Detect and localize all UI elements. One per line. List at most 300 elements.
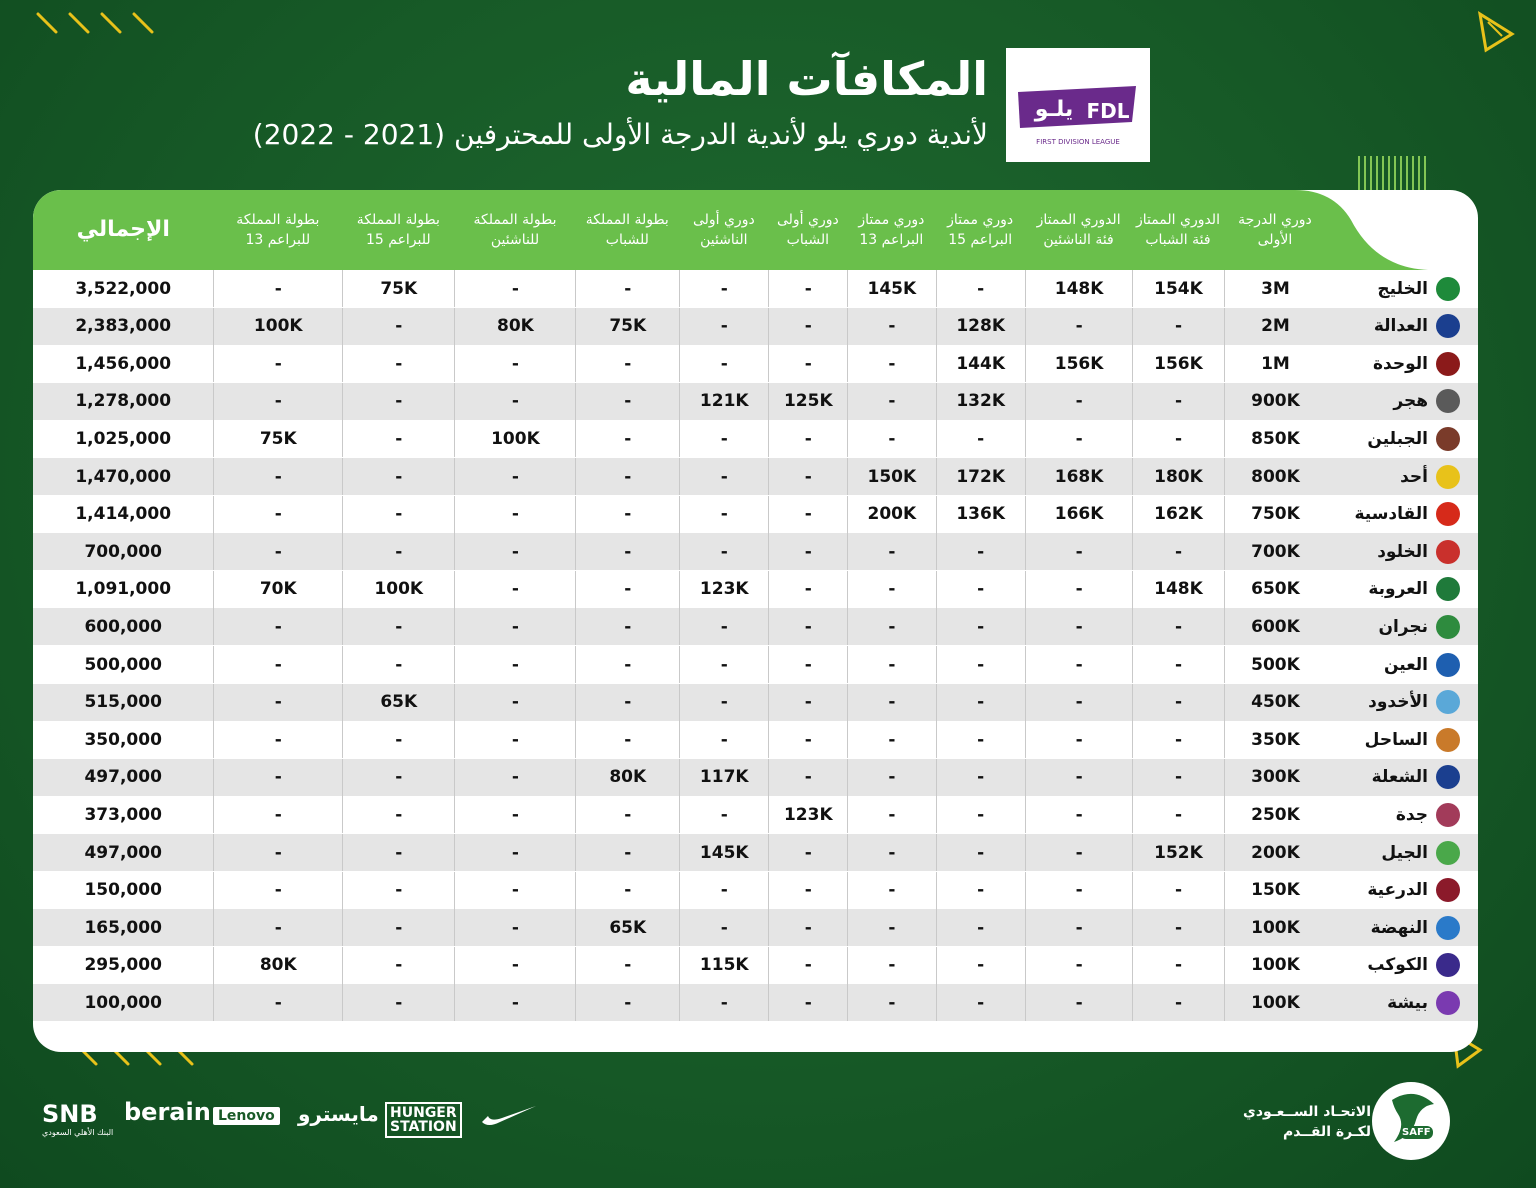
club-name: الخليج bbox=[1377, 278, 1428, 299]
snb-logo: SNB bbox=[42, 1100, 98, 1128]
value-cell: 650K bbox=[1224, 571, 1327, 608]
value-cell: - bbox=[342, 458, 454, 495]
value-cell: 136K bbox=[936, 496, 1025, 533]
table-row bbox=[33, 420, 1478, 457]
value-cell: - bbox=[454, 345, 575, 382]
column-header-line2: البراعم 15 bbox=[948, 232, 1013, 248]
value-cell: - bbox=[575, 496, 679, 533]
value-cell: - bbox=[342, 608, 454, 645]
value-cell: - bbox=[768, 608, 847, 645]
value-cell: 117K bbox=[679, 759, 768, 796]
value-cell: - bbox=[768, 270, 847, 307]
value-cell: - bbox=[1132, 533, 1223, 570]
value-cell: - bbox=[575, 345, 679, 382]
value-cell: - bbox=[847, 834, 935, 871]
club-badge-icon bbox=[1436, 653, 1460, 677]
value-cell: - bbox=[847, 571, 935, 608]
value-cell: - bbox=[936, 909, 1025, 946]
value-cell: - bbox=[213, 834, 342, 871]
berain-logo: berain bbox=[124, 1098, 211, 1126]
value-cell: - bbox=[936, 533, 1025, 570]
value-cell: - bbox=[575, 796, 679, 833]
column-header-line1: الدوري الممتاز bbox=[1135, 212, 1220, 228]
value-cell: - bbox=[342, 909, 454, 946]
club-badge-icon bbox=[1436, 690, 1460, 714]
club-badge-icon bbox=[1436, 615, 1460, 639]
column-header-line2: فئة الناشئين bbox=[1043, 232, 1114, 248]
value-cell: 128K bbox=[936, 308, 1025, 345]
saff-logo bbox=[1372, 1082, 1450, 1160]
value-cell: - bbox=[936, 270, 1025, 307]
value-cell: 200K bbox=[1224, 834, 1327, 871]
value-cell: 850K bbox=[1224, 420, 1327, 457]
value-cell: - bbox=[575, 984, 679, 1021]
lenovo-logo: Lenovo bbox=[213, 1107, 280, 1125]
value-cell: - bbox=[679, 796, 768, 833]
column-header-line1: دوري أولى bbox=[776, 212, 839, 228]
value-cell: - bbox=[679, 270, 768, 307]
value-cell: 100K bbox=[342, 571, 454, 608]
value-cell: 75K bbox=[575, 308, 679, 345]
value-cell: - bbox=[679, 420, 768, 457]
value-cell: - bbox=[847, 533, 935, 570]
column-header-line2: الناشئين bbox=[700, 232, 748, 248]
table-row bbox=[33, 345, 1478, 382]
value-cell: - bbox=[768, 721, 847, 758]
value-cell: 180K bbox=[1132, 458, 1223, 495]
club-cell bbox=[1326, 383, 1478, 420]
total-cell: 1,470,000 bbox=[75, 466, 172, 487]
value-cell: - bbox=[575, 383, 679, 420]
column-header-line1: دوري ممتاز bbox=[858, 212, 925, 228]
value-cell: 80K bbox=[454, 308, 575, 345]
value-cell: - bbox=[342, 533, 454, 570]
table-header bbox=[33, 190, 1478, 270]
value-cell: - bbox=[1132, 984, 1223, 1021]
value-cell: 75K bbox=[213, 420, 342, 457]
value-cell: - bbox=[1132, 646, 1223, 683]
value-cell: - bbox=[768, 984, 847, 1021]
total-cell: 497,000 bbox=[84, 767, 162, 788]
column-header bbox=[936, 190, 1025, 270]
club-badge-icon bbox=[1436, 502, 1460, 526]
value-cell: - bbox=[679, 308, 768, 345]
total-cell: 1,414,000 bbox=[75, 504, 172, 525]
value-cell: 166K bbox=[1025, 496, 1133, 533]
total-cell: 497,000 bbox=[84, 842, 162, 863]
value-cell: - bbox=[847, 872, 935, 909]
value-cell: - bbox=[1132, 909, 1223, 946]
table-row bbox=[33, 834, 1478, 871]
club-badge-icon bbox=[1436, 389, 1460, 413]
value-cell: - bbox=[936, 571, 1025, 608]
total-cell: 295,000 bbox=[84, 955, 162, 976]
fdl-logo-icon bbox=[1006, 48, 1150, 162]
saff-line2: لكـرة القــدم bbox=[1282, 1124, 1372, 1140]
value-cell: 168K bbox=[1025, 458, 1133, 495]
value-cell: - bbox=[342, 984, 454, 1021]
value-cell: - bbox=[454, 721, 575, 758]
header-club bbox=[1326, 190, 1478, 270]
column-header bbox=[1025, 190, 1133, 270]
value-cell: 600K bbox=[1224, 608, 1327, 645]
value-cell: - bbox=[575, 947, 679, 984]
decorative-triangle-icon bbox=[1476, 10, 1516, 54]
club-cell bbox=[1326, 721, 1478, 758]
value-cell: - bbox=[1025, 984, 1133, 1021]
club-badge-icon bbox=[1436, 728, 1460, 752]
club-name: النهضة bbox=[1370, 917, 1428, 938]
value-cell: - bbox=[342, 420, 454, 457]
table-row bbox=[33, 458, 1478, 495]
club-name: الوحدة bbox=[1373, 353, 1428, 374]
value-cell: - bbox=[1132, 721, 1223, 758]
club-name: القادسية bbox=[1354, 504, 1428, 525]
table-row bbox=[33, 646, 1478, 683]
value-cell: 65K bbox=[575, 909, 679, 946]
column-header bbox=[847, 190, 935, 270]
club-badge-icon bbox=[1436, 878, 1460, 902]
value-cell: 144K bbox=[936, 345, 1025, 382]
club-cell bbox=[1326, 984, 1478, 1021]
club-name: العروبة bbox=[1368, 579, 1428, 600]
value-cell: - bbox=[936, 984, 1025, 1021]
fdl-logo bbox=[1006, 48, 1150, 162]
club-name: نجران bbox=[1378, 616, 1428, 637]
column-header-line2: البراعم 13 bbox=[859, 232, 924, 248]
value-cell: - bbox=[575, 571, 679, 608]
value-cell: - bbox=[936, 759, 1025, 796]
value-cell: - bbox=[768, 759, 847, 796]
value-cell: - bbox=[454, 608, 575, 645]
club-name: الكوكب bbox=[1367, 955, 1428, 976]
value-cell: 65K bbox=[342, 684, 454, 721]
maestro-logo: مايسترو bbox=[298, 1102, 379, 1126]
value-cell: - bbox=[454, 684, 575, 721]
club-badge-icon bbox=[1436, 765, 1460, 789]
value-cell: - bbox=[768, 834, 847, 871]
club-name: الدرعية bbox=[1367, 880, 1428, 901]
value-cell: - bbox=[936, 834, 1025, 871]
table-row bbox=[33, 608, 1478, 645]
value-cell: - bbox=[768, 872, 847, 909]
value-cell: - bbox=[768, 533, 847, 570]
table-row bbox=[33, 496, 1478, 533]
column-header bbox=[454, 190, 575, 270]
hungerstation-logo bbox=[385, 1102, 462, 1138]
value-cell: - bbox=[679, 345, 768, 382]
value-cell: - bbox=[213, 759, 342, 796]
club-cell bbox=[1326, 496, 1478, 533]
value-cell: - bbox=[679, 684, 768, 721]
value-cell: - bbox=[1025, 533, 1133, 570]
club-cell bbox=[1326, 834, 1478, 871]
club-name: بيشة bbox=[1387, 992, 1428, 1013]
value-cell: - bbox=[679, 984, 768, 1021]
value-cell: - bbox=[936, 721, 1025, 758]
club-cell bbox=[1326, 947, 1478, 984]
value-cell: - bbox=[213, 496, 342, 533]
value-cell: - bbox=[1025, 383, 1133, 420]
value-cell: - bbox=[575, 270, 679, 307]
value-cell: - bbox=[342, 646, 454, 683]
value-cell: - bbox=[575, 420, 679, 457]
subtitle-text: لأندية دوري يلو لأندية الدرجة الأولى للمحترفين bbox=[454, 118, 988, 151]
value-cell: 900K bbox=[1224, 383, 1327, 420]
value-cell: - bbox=[679, 533, 768, 570]
value-cell: 100K bbox=[1224, 984, 1327, 1021]
total-cell: 500,000 bbox=[84, 654, 162, 675]
club-badge-icon bbox=[1436, 352, 1460, 376]
value-cell: 70K bbox=[213, 571, 342, 608]
club-name: العين bbox=[1383, 654, 1428, 675]
club-badge-icon bbox=[1436, 916, 1460, 940]
value-cell: 152K bbox=[1132, 834, 1223, 871]
value-cell: - bbox=[454, 834, 575, 871]
value-cell: - bbox=[342, 496, 454, 533]
value-cell: - bbox=[936, 646, 1025, 683]
value-cell: - bbox=[936, 608, 1025, 645]
value-cell: - bbox=[1132, 608, 1223, 645]
club-name: الساحل bbox=[1364, 729, 1428, 750]
club-name: هجر bbox=[1393, 391, 1428, 412]
value-cell: - bbox=[936, 684, 1025, 721]
value-cell: - bbox=[1132, 796, 1223, 833]
value-cell: - bbox=[575, 684, 679, 721]
hunger-text: HUNGER bbox=[390, 1105, 457, 1121]
table-row bbox=[33, 909, 1478, 946]
value-cell: - bbox=[1132, 947, 1223, 984]
club-badge-icon bbox=[1436, 803, 1460, 827]
value-cell: - bbox=[936, 872, 1025, 909]
table-row bbox=[33, 684, 1478, 721]
table-row bbox=[33, 571, 1478, 608]
club-cell bbox=[1326, 345, 1478, 382]
saff-line1: الاتحـاد الســعـودي bbox=[1243, 1104, 1372, 1120]
saff-name bbox=[1243, 1102, 1371, 1142]
column-header-line2: للبراعم 15 bbox=[365, 232, 431, 248]
column-header-line1: دوري الدرجة bbox=[1238, 212, 1312, 228]
club-badge-icon bbox=[1436, 841, 1460, 865]
value-cell: - bbox=[342, 947, 454, 984]
value-cell: - bbox=[1025, 646, 1133, 683]
table-row bbox=[33, 721, 1478, 758]
value-cell: - bbox=[454, 909, 575, 946]
value-cell: 100K bbox=[454, 420, 575, 457]
snb-logo-subtitle: البنك الأهلي السعودي bbox=[42, 1128, 114, 1137]
value-cell: 75K bbox=[342, 270, 454, 307]
value-cell: - bbox=[936, 796, 1025, 833]
value-cell: 100K bbox=[213, 308, 342, 345]
total-cell: 1,456,000 bbox=[75, 353, 172, 374]
total-cell: 2,383,000 bbox=[75, 316, 172, 337]
column-header bbox=[768, 190, 847, 270]
table-row bbox=[33, 984, 1478, 1021]
value-cell: - bbox=[213, 796, 342, 833]
club-cell bbox=[1326, 571, 1478, 608]
total-cell: 165,000 bbox=[84, 917, 162, 938]
column-header-line2: الشباب bbox=[786, 232, 829, 248]
value-cell: 2M bbox=[1224, 308, 1327, 345]
value-cell: - bbox=[1025, 608, 1133, 645]
column-header bbox=[1224, 190, 1327, 270]
total-cell: 373,000 bbox=[84, 804, 162, 825]
club-name: الشعلة bbox=[1371, 767, 1428, 788]
value-cell: - bbox=[847, 308, 935, 345]
value-cell: - bbox=[342, 872, 454, 909]
value-cell: - bbox=[768, 420, 847, 457]
column-header-line1: بطولة المملكة bbox=[585, 212, 669, 228]
value-cell: 156K bbox=[1132, 345, 1223, 382]
value-cell: - bbox=[768, 684, 847, 721]
club-cell bbox=[1326, 909, 1478, 946]
value-cell: - bbox=[213, 984, 342, 1021]
value-cell: - bbox=[1025, 759, 1133, 796]
value-cell: 500K bbox=[1224, 646, 1327, 683]
table-row bbox=[33, 947, 1478, 984]
value-cell: - bbox=[768, 571, 847, 608]
page-title: المكافآت المالية bbox=[625, 52, 988, 106]
value-cell: - bbox=[768, 947, 847, 984]
value-cell: - bbox=[768, 496, 847, 533]
value-cell: - bbox=[1025, 571, 1133, 608]
value-cell: 150K bbox=[847, 458, 935, 495]
value-cell: - bbox=[213, 872, 342, 909]
value-cell: - bbox=[847, 721, 935, 758]
club-cell bbox=[1326, 420, 1478, 457]
club-cell bbox=[1326, 646, 1478, 683]
club-badge-icon bbox=[1436, 991, 1460, 1015]
value-cell: 3M bbox=[1224, 270, 1327, 307]
club-cell bbox=[1326, 533, 1478, 570]
value-cell: 132K bbox=[936, 383, 1025, 420]
club-cell bbox=[1326, 796, 1478, 833]
value-cell: - bbox=[575, 646, 679, 683]
table-row bbox=[33, 872, 1478, 909]
value-cell: - bbox=[454, 270, 575, 307]
column-header bbox=[575, 190, 679, 270]
value-cell: - bbox=[847, 684, 935, 721]
value-cell: - bbox=[679, 721, 768, 758]
logo-text: يلـو bbox=[1034, 97, 1074, 122]
value-cell: - bbox=[213, 458, 342, 495]
value-cell: - bbox=[847, 420, 935, 457]
value-cell: 80K bbox=[213, 947, 342, 984]
value-cell: - bbox=[1025, 308, 1133, 345]
table-row bbox=[33, 270, 1478, 307]
saff-falcon-icon bbox=[1372, 1082, 1450, 1160]
club-name: العدالة bbox=[1373, 316, 1428, 337]
value-cell: - bbox=[575, 834, 679, 871]
total-cell: 150,000 bbox=[84, 880, 162, 901]
value-cell: - bbox=[847, 909, 935, 946]
value-cell: 350K bbox=[1224, 721, 1327, 758]
nike-swoosh-icon bbox=[480, 1104, 538, 1128]
value-cell: 80K bbox=[575, 759, 679, 796]
value-cell: - bbox=[213, 684, 342, 721]
value-cell: - bbox=[213, 646, 342, 683]
column-header-line1: بطولة المملكة bbox=[473, 212, 557, 228]
column-header bbox=[342, 190, 454, 270]
club-badge-icon bbox=[1436, 277, 1460, 301]
value-cell: - bbox=[213, 383, 342, 420]
value-cell: - bbox=[213, 909, 342, 946]
club-cell bbox=[1326, 308, 1478, 345]
club-name: أحد bbox=[1400, 466, 1428, 487]
header-total bbox=[33, 190, 214, 270]
value-cell: - bbox=[342, 721, 454, 758]
value-cell: - bbox=[342, 383, 454, 420]
value-cell: - bbox=[454, 947, 575, 984]
value-cell: 700K bbox=[1224, 533, 1327, 570]
value-cell: - bbox=[1025, 872, 1133, 909]
club-badge-icon bbox=[1436, 540, 1460, 564]
column-header-line1: الدوري الممتاز bbox=[1036, 212, 1121, 228]
value-cell: - bbox=[213, 270, 342, 307]
value-cell: - bbox=[936, 947, 1025, 984]
total-cell: 100,000 bbox=[84, 992, 162, 1013]
club-cell bbox=[1326, 608, 1478, 645]
value-cell: 148K bbox=[1025, 270, 1133, 307]
value-cell: - bbox=[847, 608, 935, 645]
value-cell: - bbox=[1025, 796, 1133, 833]
value-cell: - bbox=[679, 458, 768, 495]
value-cell: - bbox=[679, 608, 768, 645]
value-cell: - bbox=[575, 721, 679, 758]
total-cell: 350,000 bbox=[84, 729, 162, 750]
value-cell: - bbox=[1025, 721, 1133, 758]
value-cell: - bbox=[847, 796, 935, 833]
value-cell: - bbox=[1025, 834, 1133, 871]
value-cell: - bbox=[768, 909, 847, 946]
table-row bbox=[33, 533, 1478, 570]
club-badge-icon bbox=[1436, 953, 1460, 977]
club-name: الأخدود bbox=[1368, 692, 1428, 713]
value-cell: 100K bbox=[1224, 947, 1327, 984]
total-cell: 1,025,000 bbox=[75, 428, 172, 449]
value-cell: - bbox=[454, 533, 575, 570]
value-cell: 125K bbox=[768, 383, 847, 420]
column-header-line1: الإجمالي bbox=[76, 217, 170, 242]
value-cell: - bbox=[768, 458, 847, 495]
value-cell: - bbox=[342, 796, 454, 833]
value-cell: - bbox=[1025, 947, 1133, 984]
value-cell: - bbox=[575, 533, 679, 570]
value-cell: - bbox=[575, 458, 679, 495]
club-cell bbox=[1326, 458, 1478, 495]
value-cell: 100K bbox=[1224, 909, 1327, 946]
value-cell: 148K bbox=[1132, 571, 1223, 608]
value-cell: - bbox=[1132, 383, 1223, 420]
value-cell: 145K bbox=[847, 270, 935, 307]
column-header-line2: للشباب bbox=[605, 232, 649, 248]
total-cell: 3,522,000 bbox=[75, 278, 172, 299]
column-header-line1: دوري أولى bbox=[692, 212, 755, 228]
value-cell: - bbox=[768, 345, 847, 382]
column-header-line1: بطولة المملكة bbox=[236, 212, 320, 228]
value-cell: - bbox=[679, 909, 768, 946]
value-cell: - bbox=[679, 872, 768, 909]
value-cell: 123K bbox=[768, 796, 847, 833]
value-cell: - bbox=[454, 796, 575, 833]
value-cell: - bbox=[847, 947, 935, 984]
column-header bbox=[214, 190, 343, 270]
value-cell: 250K bbox=[1224, 796, 1327, 833]
value-cell: - bbox=[768, 646, 847, 683]
value-cell: - bbox=[1025, 909, 1133, 946]
club-badge-icon bbox=[1436, 427, 1460, 451]
table-row bbox=[33, 383, 1478, 420]
